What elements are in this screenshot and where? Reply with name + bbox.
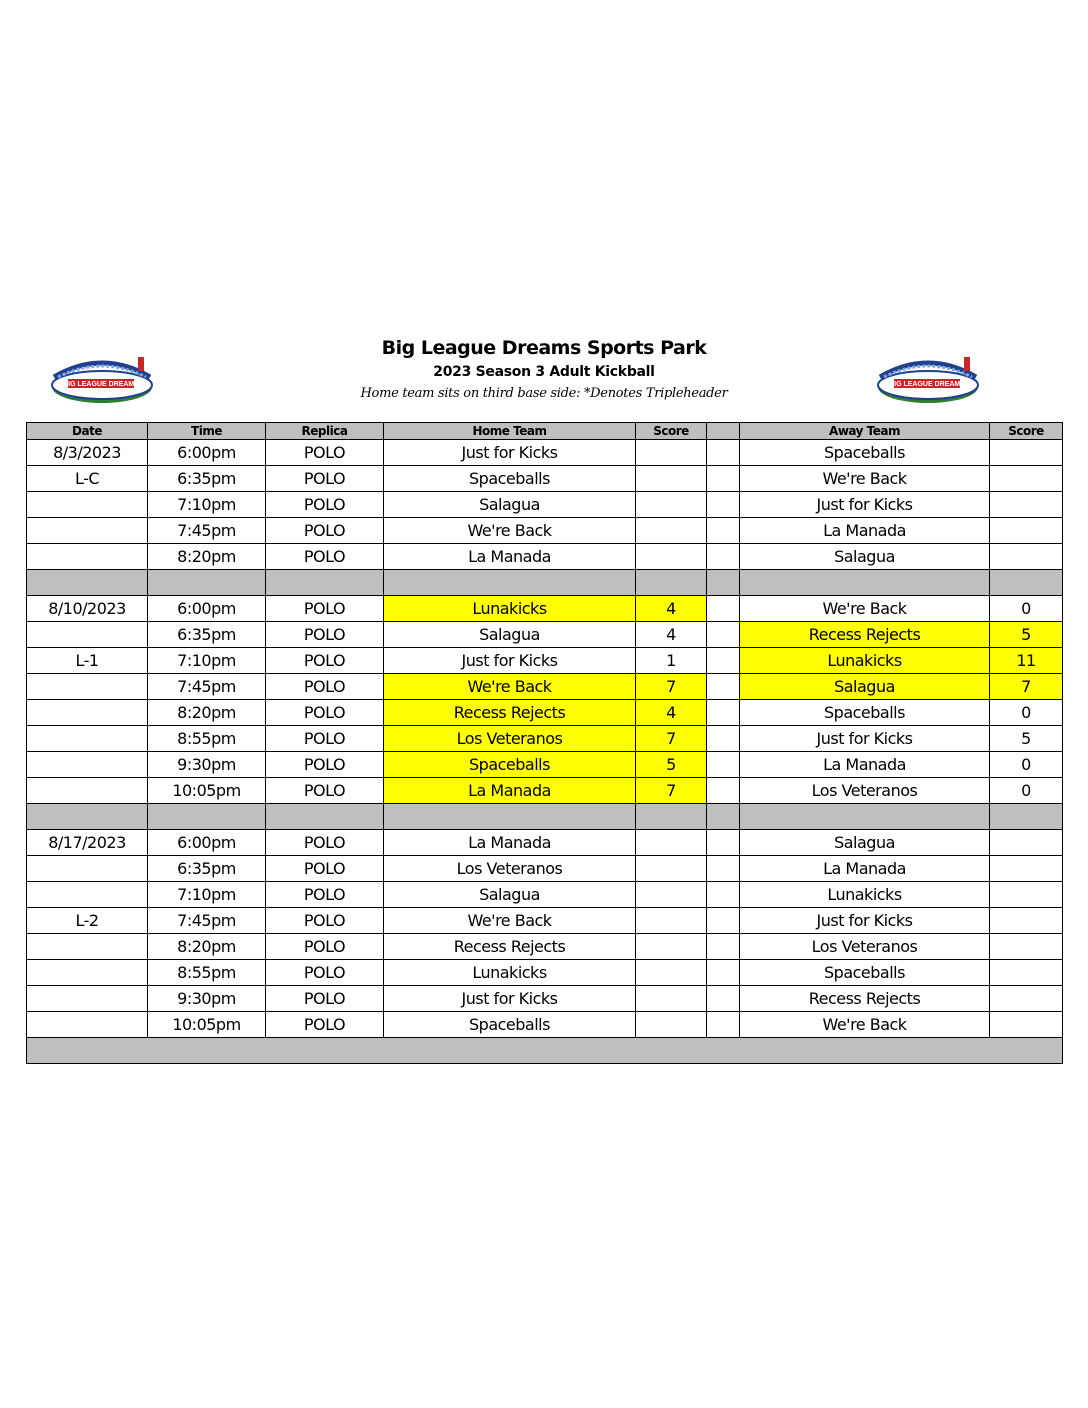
home-score [636,986,707,1012]
home-team: La Manada [384,830,636,856]
home-score [636,960,707,986]
away-score [990,934,1063,960]
table-row [27,492,1063,518]
table-row [27,674,1063,700]
table-row [27,934,1063,960]
away-score [990,440,1063,466]
home-score [636,856,707,882]
home-team: We're Back [384,674,636,700]
game-time: 7:10pm [148,882,266,908]
game-time: 6:35pm [148,466,266,492]
week-separator-row [27,1038,1063,1064]
home-score [636,934,707,960]
away-team: Spaceballs [740,960,990,986]
away-score: 0 [990,752,1063,778]
home-team: We're Back [384,518,636,544]
game-time: 7:10pm [148,492,266,518]
separator-cell [636,804,707,830]
away-team: Los Veteranos [740,934,990,960]
game-time: 10:05pm [148,1012,266,1038]
home-team: Salagua [384,882,636,908]
away-team: Just for Kicks [740,908,990,934]
col-spacer [707,423,740,440]
home-team: Salagua [384,622,636,648]
table-row [27,882,1063,908]
game-field: POLO [266,778,384,804]
home-score [636,492,707,518]
home-team: Just for Kicks [384,648,636,674]
svg-text:BIG LEAGUE DREAMS: BIG LEAGUE DREAMS [889,381,965,388]
game-date [27,726,148,752]
separator-cell [740,804,990,830]
game-time: 9:30pm [148,986,266,1012]
home-team: We're Back [384,908,636,934]
game-field: POLO [266,856,384,882]
home-team: Spaceballs [384,1012,636,1038]
away-score [990,908,1063,934]
away-score [990,544,1063,570]
home-score [636,1012,707,1038]
col-away-team: Away Team [740,423,990,440]
game-field: POLO [266,726,384,752]
spacer-cell [707,700,740,726]
col-replica: Replica [266,423,384,440]
home-team: Recess Rejects [384,700,636,726]
col-away-score: Score [990,423,1063,440]
spacer-cell [707,908,740,934]
separator-cell [27,1038,1063,1064]
spacer-cell [707,986,740,1012]
home-team: Lunakicks [384,960,636,986]
game-time: 6:00pm [148,830,266,856]
separator-cell [148,804,266,830]
game-field: POLO [266,908,384,934]
home-team: Los Veteranos [384,726,636,752]
table-row [27,752,1063,778]
game-field: POLO [266,986,384,1012]
game-field: POLO [266,934,384,960]
game-field: POLO [266,882,384,908]
spacer-cell [707,622,740,648]
away-score [990,1012,1063,1038]
away-score: 7 [990,674,1063,700]
game-date [27,778,148,804]
page-header [0,333,1088,423]
game-time: 8:20pm [148,934,266,960]
away-team: We're Back [740,1012,990,1038]
svg-text:BIG LEAGUE DREAMS: BIG LEAGUE DREAMS [63,381,139,388]
game-field: POLO [266,492,384,518]
home-score [636,466,707,492]
game-time: 8:20pm [148,544,266,570]
game-date [27,882,148,908]
home-score: 5 [636,752,707,778]
table-row [27,830,1063,856]
col-time: Time [148,423,266,440]
game-date: L-1 [27,648,148,674]
home-team: Recess Rejects [384,934,636,960]
game-time: 10:05pm [148,778,266,804]
away-score [990,518,1063,544]
game-time: 6:00pm [148,440,266,466]
game-date [27,674,148,700]
home-score: 4 [636,596,707,622]
table-row [27,622,1063,648]
away-score: 0 [990,596,1063,622]
away-score [990,986,1063,1012]
away-team: Spaceballs [740,440,990,466]
away-team: Lunakicks [740,648,990,674]
game-field: POLO [266,752,384,778]
home-score: 4 [636,700,707,726]
game-field: POLO [266,674,384,700]
week-separator-row [27,570,1063,596]
table-row [27,596,1063,622]
week-separator-row [27,804,1063,830]
away-score: 0 [990,778,1063,804]
home-team: Salagua [384,492,636,518]
away-team: Recess Rejects [740,622,990,648]
table-row [27,518,1063,544]
separator-cell [740,570,990,596]
home-score: 7 [636,778,707,804]
home-team: Spaceballs [384,466,636,492]
spacer-cell [707,648,740,674]
page-title: Big League Dreams Sports Park [381,337,707,359]
game-field: POLO [266,466,384,492]
game-time: 6:35pm [148,856,266,882]
home-team: Spaceballs [384,752,636,778]
home-score [636,544,707,570]
game-date: 8/17/2023 [27,830,148,856]
table-row [27,544,1063,570]
table-row [27,856,1063,882]
game-time: 9:30pm [148,752,266,778]
separator-cell [707,804,740,830]
spacer-cell [707,882,740,908]
table-row [27,466,1063,492]
game-date [27,960,148,986]
table-row [27,726,1063,752]
home-team: Los Veteranos [384,856,636,882]
game-field: POLO [266,440,384,466]
separator-cell [27,804,148,830]
game-date [27,544,148,570]
separator-cell [148,570,266,596]
home-team: La Manada [384,778,636,804]
away-team: Spaceballs [740,700,990,726]
away-team: Just for Kicks [740,492,990,518]
header-row [27,423,1063,440]
game-time: 8:20pm [148,700,266,726]
game-time: 8:55pm [148,726,266,752]
game-date [27,622,148,648]
game-time: 7:45pm [148,518,266,544]
col-home-team: Home Team [384,423,636,440]
game-field: POLO [266,648,384,674]
away-score: 5 [990,726,1063,752]
col-date: Date [27,423,148,440]
table-row [27,440,1063,466]
home-team: Just for Kicks [384,986,636,1012]
separator-cell [990,570,1063,596]
away-score [990,856,1063,882]
table-row [27,648,1063,674]
away-score: 11 [990,648,1063,674]
table-row [27,986,1063,1012]
away-team: Recess Rejects [740,986,990,1012]
away-team: Just for Kicks [740,726,990,752]
table-row [27,778,1063,804]
game-date: L-2 [27,908,148,934]
spacer-cell [707,752,740,778]
away-team: We're Back [740,466,990,492]
big-league-dreams-logo-right [870,351,986,407]
away-team: Salagua [740,544,990,570]
home-score [636,908,707,934]
spacer-cell [707,518,740,544]
away-score: 5 [990,622,1063,648]
separator-cell [990,804,1063,830]
spacer-cell [707,1012,740,1038]
away-team: Los Veteranos [740,778,990,804]
home-score [636,440,707,466]
spacer-cell [707,440,740,466]
separator-cell [636,570,707,596]
game-date [27,492,148,518]
spacer-cell [707,856,740,882]
game-date [27,986,148,1012]
away-team: Salagua [740,830,990,856]
separator-cell [266,570,384,596]
table-row [27,960,1063,986]
away-team: Salagua [740,674,990,700]
away-score [990,882,1063,908]
home-team: Just for Kicks [384,440,636,466]
separator-cell [266,804,384,830]
spacer-cell [707,674,740,700]
home-score [636,830,707,856]
page-subtitle: 2023 Season 3 Adult Kickball [433,364,655,380]
away-team: We're Back [740,596,990,622]
game-date: L-C [27,466,148,492]
separator-cell [384,804,636,830]
away-team: Lunakicks [740,882,990,908]
game-time: 6:00pm [148,596,266,622]
game-date [27,856,148,882]
game-time: 7:10pm [148,648,266,674]
game-field: POLO [266,622,384,648]
home-team: La Manada [384,544,636,570]
away-team: La Manada [740,518,990,544]
away-team: La Manada [740,752,990,778]
away-score [990,830,1063,856]
spacer-cell [707,830,740,856]
separator-cell [707,570,740,596]
spacer-cell [707,466,740,492]
game-field: POLO [266,700,384,726]
game-date [27,1012,148,1038]
schedule-table [26,422,1063,1064]
game-date [27,518,148,544]
game-field: POLO [266,518,384,544]
game-time: 7:45pm [148,908,266,934]
home-score: 7 [636,726,707,752]
game-field: POLO [266,960,384,986]
game-time: 7:45pm [148,674,266,700]
spacer-cell [707,492,740,518]
home-score [636,518,707,544]
away-score [990,960,1063,986]
table-row [27,1012,1063,1038]
game-time: 6:35pm [148,622,266,648]
away-score: 0 [990,700,1063,726]
home-score: 4 [636,622,707,648]
home-team: Lunakicks [384,596,636,622]
spacer-cell [707,726,740,752]
table-row [27,908,1063,934]
game-field: POLO [266,596,384,622]
spacer-cell [707,960,740,986]
separator-cell [27,570,148,596]
game-date [27,934,148,960]
game-date: 8/3/2023 [27,440,148,466]
game-field: POLO [266,830,384,856]
game-field: POLO [266,544,384,570]
table-row [27,700,1063,726]
game-date: 8/10/2023 [27,596,148,622]
spacer-cell [707,596,740,622]
home-score [636,882,707,908]
spacer-cell [707,544,740,570]
game-time: 8:55pm [148,960,266,986]
away-team: La Manada [740,856,990,882]
home-score: 7 [636,674,707,700]
schedule-body [27,440,1063,1064]
spacer-cell [707,778,740,804]
spacer-cell [707,934,740,960]
game-date [27,752,148,778]
away-score [990,466,1063,492]
page-note: Home team sits on third base side: *Denotes Tripleheader [360,386,728,401]
away-score [990,492,1063,518]
home-score: 1 [636,648,707,674]
col-home-score: Score [636,423,707,440]
game-date [27,700,148,726]
game-field: POLO [266,1012,384,1038]
separator-cell [384,570,636,596]
